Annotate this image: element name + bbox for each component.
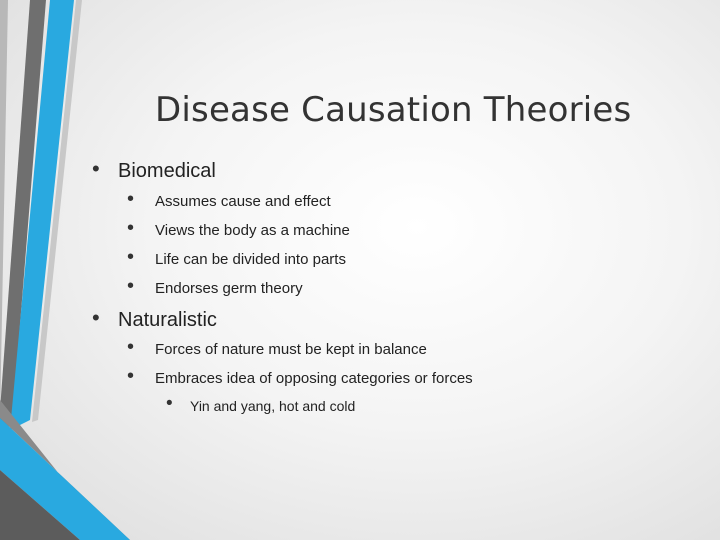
list-item-label: Views the body as a machine [155,222,350,239]
bullet-icon: • [127,365,135,387]
section-heading-naturalistic [92,305,217,332]
list-item [127,365,473,387]
bullet-icon: • [127,246,135,268]
list-item-label: Life can be divided into parts [155,251,346,268]
list-item [127,246,346,268]
section-heading-label: Naturalistic [118,309,217,331]
bullet-icon: • [127,188,135,210]
list-item [127,217,350,239]
section-heading-label: Biomedical [118,160,216,182]
bullet-icon: • [127,275,135,297]
list-item [127,275,303,297]
bullet-icon: • [127,336,135,358]
bullet-icon: • [92,156,100,181]
list-item-label: Embraces idea of opposing categories or forces [155,370,473,387]
list-item [127,336,427,358]
list-item-label: Endorses germ theory [155,280,303,297]
bullet-icon: • [166,393,173,414]
list-item-label: Assumes cause and effect [155,193,331,210]
sub-list-item-label: Yin and yang, hot and cold [190,398,356,414]
list-item [127,188,331,210]
section-heading-biomedical [92,156,216,183]
bullet-icon: • [92,305,100,330]
sub-list-item [166,393,356,414]
list-item-label: Forces of nature must be kept in balance [155,341,427,358]
bullet-icon: • [127,217,135,239]
slide-title: Disease Causation Theories [155,90,632,130]
